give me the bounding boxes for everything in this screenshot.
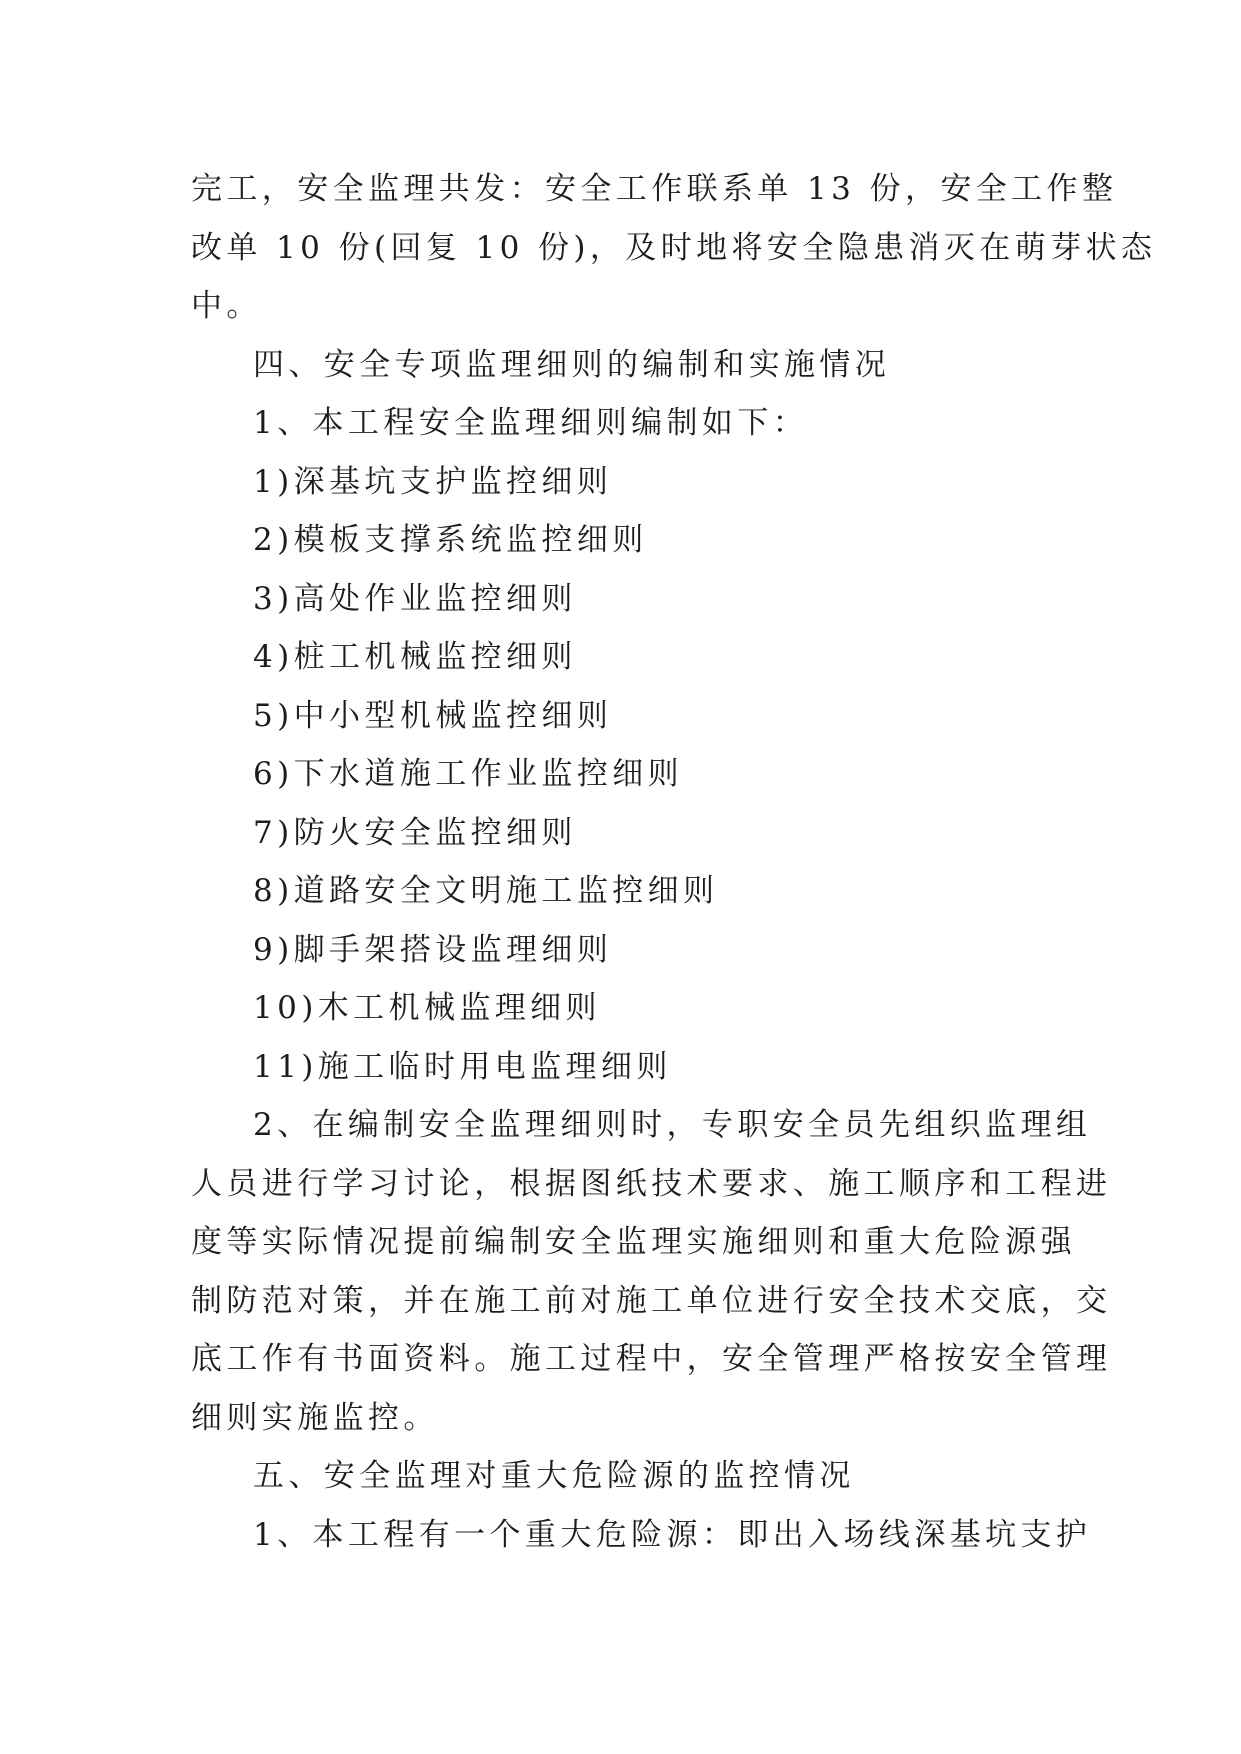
paragraph-line: 完工，安全监理共发：安全工作联系单 13 份，安全工作整 (191, 171, 1118, 207)
list-item: 1)深基坑支护监控细则 (253, 463, 613, 500)
paragraph-line: 人员进行学习讨论，根据图纸技术要求、施工顺序和工程进 (191, 1165, 1112, 1202)
list-item: 6)下水道施工作业监控细则 (253, 756, 684, 792)
section-heading: 五、安全监理对重大危险源的监控情况 (253, 1458, 855, 1494)
document-body (191, 160, 1157, 1564)
list-item: 7)防火安全监控细则 (253, 814, 577, 851)
list-item: 9)脚手架搭设监理细则 (253, 931, 613, 968)
paragraph-line: 1、本工程有一个重大危险源：即出入场线深基坑支护 (253, 1516, 1092, 1553)
list-item: 10)木工机械监理细则 (253, 990, 601, 1026)
list-item: 4)桩工机械监控细则 (253, 639, 577, 675)
subsection-heading: 1、本工程安全监理细则编制如下： (253, 405, 809, 441)
section-heading: 四、安全专项监理细则的编制和实施情况 (253, 346, 891, 383)
list-item: 8)道路安全文明施工监控细则 (253, 873, 719, 909)
paragraph-line: 中。 (191, 288, 262, 324)
paragraph-line: 底工作有书面资料。施工过程中，安全管理严格按安全管理 (191, 1341, 1112, 1377)
list-item: 5)中小型机械监控细则 (253, 697, 613, 734)
list-item: 3)高处作业监控细则 (253, 580, 577, 617)
paragraph-line: 制防范对策，并在施工前对施工单位进行安全技术交底，交 (191, 1282, 1112, 1319)
list-item: 2)模板支撑系统监控细则 (253, 522, 648, 558)
paragraph-line: 改单 10 份(回复 10 份)，及时地将安全隐患消灭在萌芽状态 (191, 229, 1157, 266)
list-item: 11)施工临时用电监理细则 (253, 1048, 672, 1085)
paragraph-line: 细则实施监控。 (191, 1399, 439, 1436)
paragraph-line: 2、在编制安全监理细则时，专职安全员先组织监理组 (253, 1107, 1092, 1143)
paragraph-line: 度等实际情况提前编制安全监理实施细则和重大危险源强 (191, 1224, 1076, 1260)
